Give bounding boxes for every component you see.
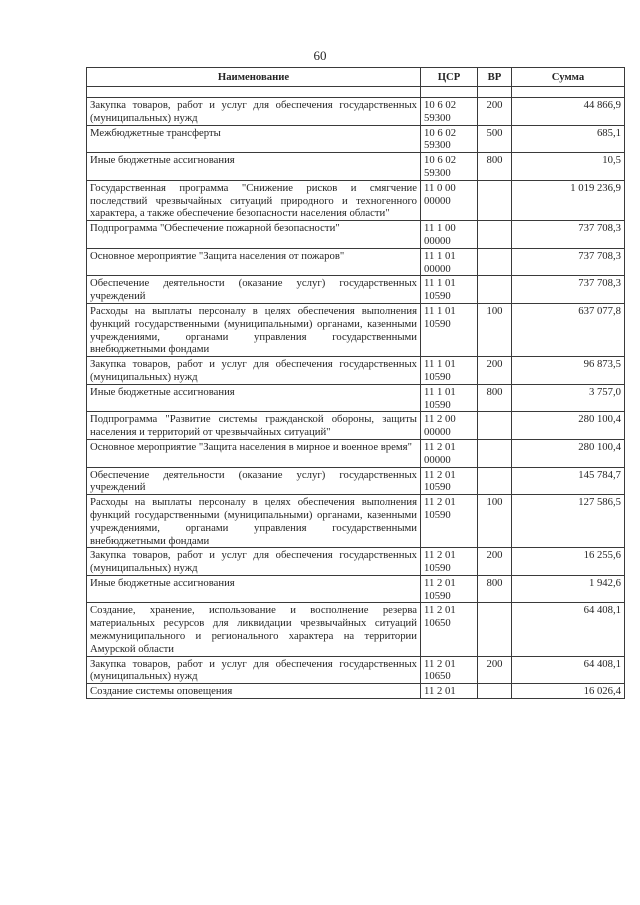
cell-csr: 11 0 00 00000 [421,180,478,220]
table-row [87,98,625,126]
cell-name: Обеспечение деятельности (оказание услуг) государственных учреждений [87,467,421,495]
cell-vr: 800 [478,384,512,412]
cell-vr [478,603,512,656]
cell-name: Подпрограмма "Обеспечение пожарной безопасности" [87,221,421,249]
cell-vr [478,276,512,304]
cell-csr: 10 6 02 59300 [421,125,478,153]
cell-csr: 11 1 01 10590 [421,303,478,356]
cell-csr: 11 2 01 10590 [421,575,478,603]
cell-name: Подпрограмма "Развитие системы гражданской обороны, защиты населения и территорий от чрезвычайных ситуаций" [87,412,421,440]
spacer-row [87,87,625,98]
cell-vr [478,221,512,249]
cell-vr: 800 [478,153,512,181]
cell-vr: 200 [478,357,512,385]
column-header-name: Наименование [87,68,421,87]
cell-vr [478,180,512,220]
cell-csr: 11 1 00 00000 [421,221,478,249]
cell-sum: 737 708,3 [512,248,625,276]
cell-vr: 100 [478,303,512,356]
cell-name: Государственная программа "Снижение рисков и смягчение последствий чрезвычайных ситуаций природного и техногенного характера, а также обеспечение безопасности населения области" [87,180,421,220]
table-row [87,384,625,412]
table-row [87,303,625,356]
cell-vr [478,412,512,440]
column-header-sum: Сумма [512,68,625,87]
table-row [87,467,625,495]
budget-table [86,67,625,699]
cell-csr: 11 2 01 [421,684,478,699]
cell-name: Обеспечение деятельности (оказание услуг) государственных учреждений [87,276,421,304]
cell-vr: 200 [478,656,512,684]
cell-csr: 11 2 01 10590 [421,548,478,576]
cell-sum: 280 100,4 [512,412,625,440]
cell-sum: 1 942,6 [512,575,625,603]
cell-name: Закупка товаров, работ и услуг для обеспечения государственных (муниципальных) нужд [87,357,421,385]
spacer-cell [512,87,625,98]
column-header-vr: ВР [478,68,512,87]
cell-vr: 500 [478,125,512,153]
table-row [87,412,625,440]
table-row [87,125,625,153]
cell-csr: 10 6 02 59300 [421,153,478,181]
cell-vr [478,467,512,495]
cell-csr: 11 2 01 10590 [421,495,478,548]
cell-name: Иные бюджетные ассигнования [87,575,421,603]
table-row [87,603,625,656]
cell-sum: 737 708,3 [512,221,625,249]
cell-sum: 64 408,1 [512,603,625,656]
cell-csr: 11 2 01 10590 [421,467,478,495]
table-row [87,495,625,548]
cell-vr: 200 [478,98,512,126]
cell-vr [478,248,512,276]
cell-name: Иные бюджетные ассигнования [87,153,421,181]
table-row [87,656,625,684]
cell-csr: 11 2 00 00000 [421,412,478,440]
cell-name: Закупка товаров, работ и услуг для обеспечения государственных (муниципальных) нужд [87,656,421,684]
cell-sum: 737 708,3 [512,276,625,304]
cell-name: Расходы на выплаты персоналу в целях обеспечения выполнения функций государственными (муниципальными) органами, казенными учреждениями, органами управления государственными внебюджетными фондами [87,495,421,548]
cell-csr: 11 2 01 10650 [421,603,478,656]
page-number: 60 [313,48,327,63]
cell-sum: 64 408,1 [512,656,625,684]
cell-sum: 280 100,4 [512,439,625,467]
cell-vr [478,439,512,467]
cell-sum: 637 077,8 [512,303,625,356]
cell-sum: 16 026,4 [512,684,625,699]
cell-name: Закупка товаров, работ и услуг для обеспечения государственных (муниципальных) нужд [87,548,421,576]
table-body [87,87,625,699]
spacer-cell [421,87,478,98]
cell-sum: 1 019 236,9 [512,180,625,220]
spacer-cell [478,87,512,98]
cell-csr: 10 6 02 59300 [421,98,478,126]
cell-sum: 145 784,7 [512,467,625,495]
cell-name: Создание, хранение, использование и восполнение резерва материальных ресурсов для ликвидации чрезвычайных ситуаций межмуниципального и регионального характера на территории Амурской области [87,603,421,656]
cell-csr: 11 2 01 00000 [421,439,478,467]
cell-name: Иные бюджетные ассигнования [87,384,421,412]
cell-vr: 800 [478,575,512,603]
cell-csr: 11 1 01 00000 [421,248,478,276]
cell-vr: 100 [478,495,512,548]
table-row [87,221,625,249]
table-row [87,276,625,304]
cell-sum: 127 586,5 [512,495,625,548]
cell-csr: 11 1 01 10590 [421,276,478,304]
table-row [87,439,625,467]
cell-vr: 200 [478,548,512,576]
table-row [87,153,625,181]
cell-name: Межбюджетные трансферты [87,125,421,153]
column-header-csr: ЦСР [421,68,478,87]
cell-sum: 44 866,9 [512,98,625,126]
table-row [87,248,625,276]
table-row [87,180,625,220]
cell-sum: 3 757,0 [512,384,625,412]
cell-csr: 11 1 01 10590 [421,357,478,385]
cell-name: Закупка товаров, работ и услуг для обеспечения государственных (муниципальных) нужд [87,98,421,126]
cell-name: Создание системы оповещения [87,684,421,699]
cell-name: Расходы на выплаты персоналу в целях обеспечения выполнения функций государственными (муниципальными) органами, казенными учреждениями, органами управления государственными внебюджетными фондами [87,303,421,356]
cell-sum: 16 255,6 [512,548,625,576]
cell-name: Основное мероприятие "Защита населения в мирное и военное время" [87,439,421,467]
cell-sum: 10,5 [512,153,625,181]
cell-csr: 11 1 01 10590 [421,384,478,412]
cell-sum: 685,1 [512,125,625,153]
cell-csr: 11 2 01 10650 [421,656,478,684]
table-row [87,575,625,603]
table-row [87,684,625,699]
table-row [87,357,625,385]
table-row [87,548,625,576]
cell-name: Основное мероприятие "Защита населения от пожаров" [87,248,421,276]
cell-sum: 96 873,5 [512,357,625,385]
spacer-cell [87,87,421,98]
cell-vr [478,684,512,699]
table-header-row [87,68,625,87]
